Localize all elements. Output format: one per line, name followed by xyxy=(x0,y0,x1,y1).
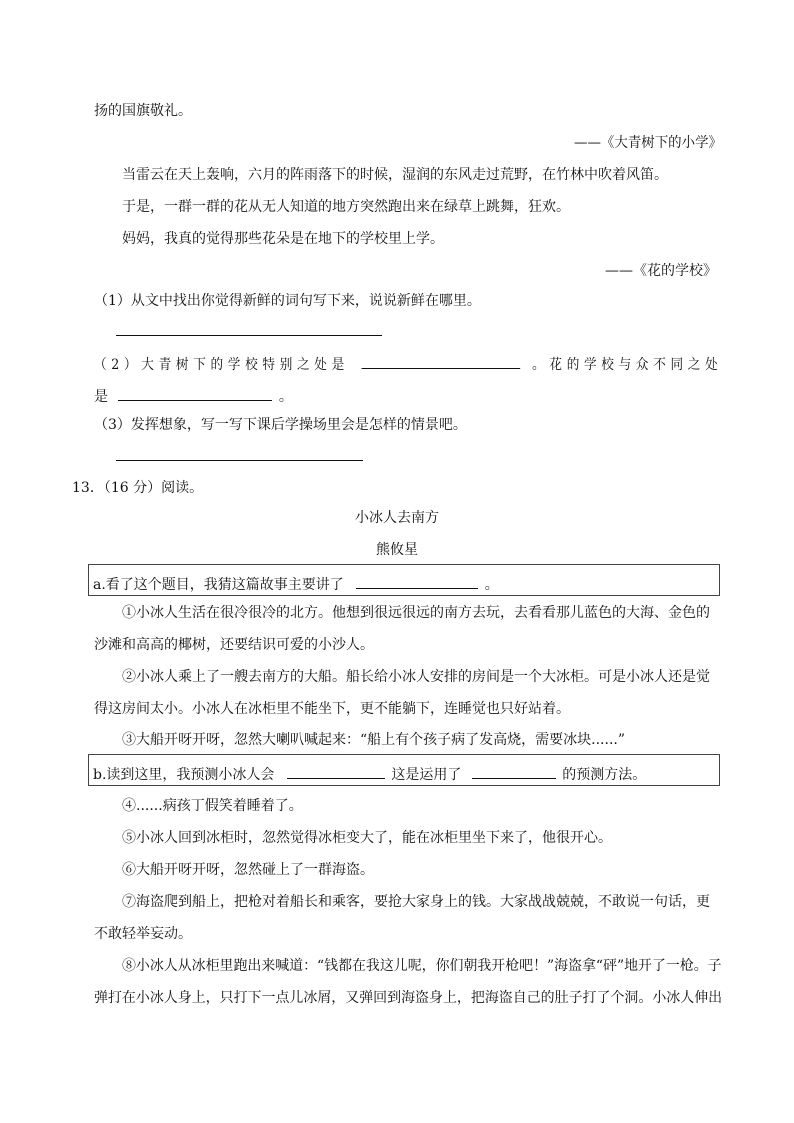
prompt-text: b.读到这里，我预测小冰人会 xyxy=(93,767,275,783)
passage-paragraph: 当雷云在天上轰响，六月的阵雨落下的时候，湿润的东风走过荒野，在竹林中吹着风笛。 xyxy=(122,167,668,183)
prediction-prompt-b xyxy=(93,763,646,785)
answer-line[interactable] xyxy=(116,460,363,461)
passage-paragraph: 于是，一群一群的花从无人知道的地方突然跑出来在绿草上跳舞，狂欢。 xyxy=(122,199,570,215)
story-paragraph: ③大船开呀开呀，忽然大喇叭喊起来：“船上有个孩子病了发高烧，需要冰块......” xyxy=(122,732,626,748)
question-sub-2-cont xyxy=(94,385,293,407)
story-paragraph: ⑤小冰人回到冰柜时，忽然觉得冰柜变大了，能在冰柜里坐下来了，他很开心。 xyxy=(122,830,612,846)
passage-paragraph: 妈妈，我真的觉得那些花朵是在地下的学校里上学。 xyxy=(122,231,444,247)
story-paragraph: 得这房间太小。小冰人在冰柜里不能坐下，更不能躺下，连睡觉也只好站着。 xyxy=(94,701,570,717)
prompt-text: 这是运用了 xyxy=(391,767,462,783)
passage-line: 扬的国旗敬礼。 xyxy=(94,103,192,119)
question-header: 13．（16 分）阅读。 xyxy=(72,480,204,496)
answer-blank[interactable] xyxy=(361,353,520,369)
answer-line[interactable] xyxy=(116,335,382,336)
answer-blank[interactable] xyxy=(472,763,556,779)
story-paragraph: 弹打在小冰人身上，只打下一点儿冰屑，又弹回到海盗身上，把海盗自己的肚子打了个洞。小冰人伸出 xyxy=(94,990,723,1006)
prediction-prompt-a xyxy=(93,573,499,595)
story-paragraph: 不敢轻举妄动。 xyxy=(94,926,192,942)
prompt-text: 。 xyxy=(484,577,499,593)
story-paragraph: ④......病孩丁假笑着睡着了。 xyxy=(122,798,303,814)
question-sub-2 xyxy=(94,353,722,375)
question-sub-1: （1）从文中找出你觉得新鲜的词句写下来，说说新鲜在哪里。 xyxy=(94,293,481,309)
answer-blank[interactable] xyxy=(356,573,478,589)
answer-blank[interactable] xyxy=(287,763,385,779)
answer-blank[interactable] xyxy=(118,385,272,401)
story-author: 熊攸星 xyxy=(376,542,418,558)
story-paragraph: ①小冰人生活在很冷很冷的北方。他想到很远很远的南方去玩，去看看那儿蓝色的大海、金色的 xyxy=(122,605,710,621)
story-paragraph: ②小冰人乘上了一艘去南方的大船。船长给小冰人安排的房间是一个大冰柜。可是小冰人还是觉 xyxy=(122,669,710,685)
prompt-text: 的预测方法。 xyxy=(562,767,647,783)
question-text: 。 xyxy=(278,389,293,405)
question-text: 。花的学校与众不同之处 xyxy=(532,357,723,373)
story-paragraph: ⑥大船开呀开呀，忽然碰上了一群海盗。 xyxy=(122,862,374,878)
story-paragraph: 沙滩和高高的椰树，还要结识可爱的小沙人。 xyxy=(94,637,374,653)
prompt-text: a.看了这个题目，我猜这篇故事主要讲了 xyxy=(93,577,344,593)
question-text: 是 xyxy=(94,389,108,405)
source-citation: ——《花的学校》 xyxy=(605,263,717,279)
question-text: （2）大青树下的学校特别之处是 xyxy=(94,357,349,373)
story-paragraph: ⑧小冰人从冰柜里跑出来喊道：“钱都在我这儿呢，你们朝我开枪吧！”海盗拿“砰”地开了一枪。子 xyxy=(122,958,722,974)
story-paragraph: ⑦海盗爬到船上，把枪对着船长和乘客，要抢大家身上的钱。大家战战兢兢，不敢说一句话，更 xyxy=(122,894,710,910)
question-sub-3: （3）发挥想象，写一写下课后学操场里会是怎样的情景吧。 xyxy=(94,417,467,433)
story-title: 小冰人去南方 xyxy=(355,510,439,526)
source-citation: ——《大青树下的小学》 xyxy=(574,135,722,151)
